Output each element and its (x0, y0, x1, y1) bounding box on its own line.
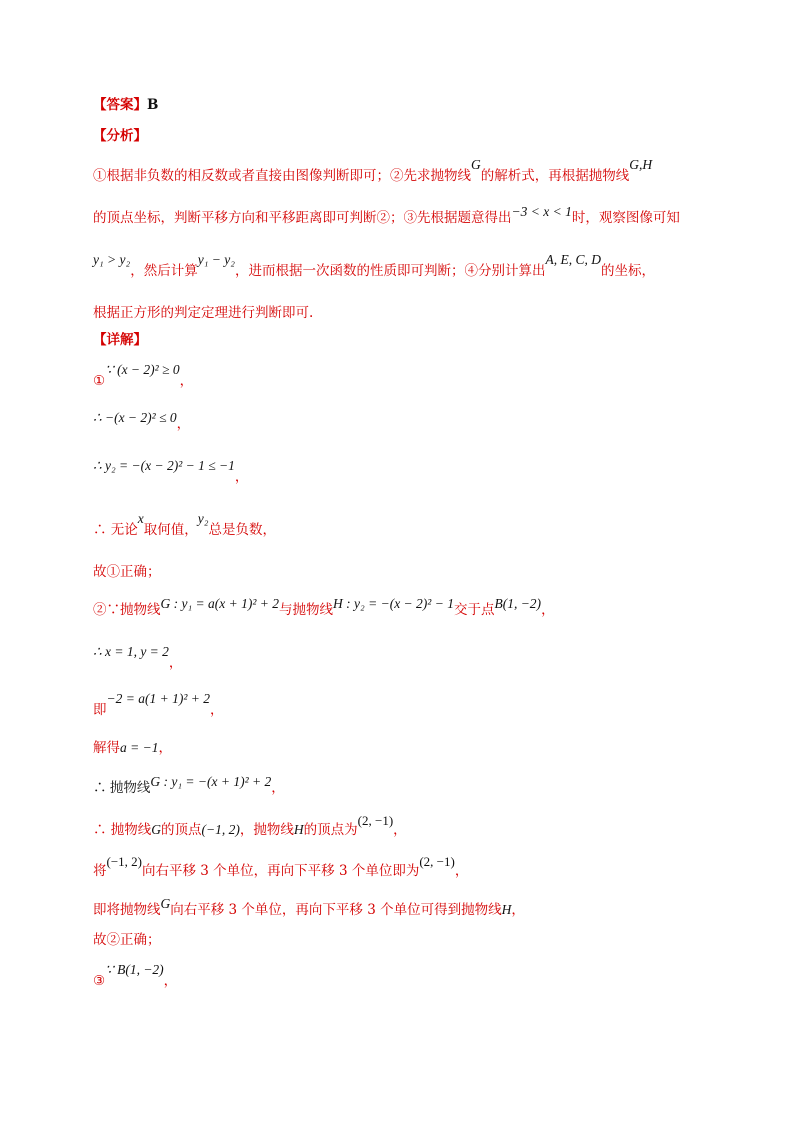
detail-step-11 (93, 813, 407, 838)
math-inline: −2 = a(1 + 1)² + 2 (106, 691, 210, 706)
detail-step-2 (93, 410, 191, 432)
punctuation: ， (511, 902, 525, 918)
detail-step-8 (93, 691, 224, 718)
punctuation: ， (158, 740, 172, 756)
detail-text: ∴ 抛物线 (93, 780, 151, 795)
detail-step-7 (93, 644, 183, 671)
math-inline: (−1, 2) (106, 854, 142, 869)
detail-text: 向右平移 3 个单位，再向下平移 3 个单位即为 (142, 863, 420, 879)
circled-number: ③ (93, 973, 106, 989)
detail-step-1 (93, 362, 194, 389)
analysis-line-1 (93, 157, 653, 184)
detail-text: 将 (93, 863, 107, 879)
analysis-header: 【分析】 (93, 128, 147, 144)
detail-text: 即将抛物线 (93, 902, 161, 918)
punctuation: ， (271, 780, 285, 796)
math-inline: ∴ −(x − 2)² ≤ 0 (93, 410, 177, 425)
detail-text: 交于点 (453, 602, 495, 618)
detail-step-9 (93, 740, 172, 756)
detail-step-14: 故②正确； (93, 932, 161, 948)
punctuation: ， (454, 863, 469, 879)
math-inline: y₁ − y₂ (197, 252, 235, 267)
math-inline: (2, −1) (357, 813, 394, 828)
detail-text: 取何值， (143, 522, 198, 538)
detail-text: ∴ 抛物线 (93, 822, 152, 838)
math-inline: A, E, C, D (545, 252, 601, 267)
answer-value: B (147, 97, 159, 113)
analysis-line-3 (93, 252, 655, 279)
punctuation: ， (393, 822, 407, 838)
math-inline: G : y₁ = −(x + 1)² + 2 (150, 774, 272, 789)
math-inline: y₂ (197, 511, 209, 526)
analysis-line-4: 根据正方形的判定定理进行判断即可. (93, 305, 314, 321)
math-inline: y₁ > y₂ (93, 252, 131, 267)
detail-step-4 (93, 511, 276, 538)
detail-text: 解得 (93, 740, 120, 756)
math-inline: H : y₂ = −(x − 2)² − 1 (333, 596, 454, 611)
detail-step-13 (93, 896, 525, 918)
analysis-text: ，进而根据一次函数的性质即可判断；④分别计算出 (234, 263, 546, 279)
detail-header: 【详解】 (93, 332, 147, 348)
detail-text: 的顶点为 (303, 822, 358, 838)
detail-text: 与抛物线 (279, 602, 334, 618)
math-inline: G (471, 157, 481, 172)
math-inline: (2, −1) (419, 854, 455, 869)
math-inline: a = −1 (120, 740, 159, 755)
detail-step-6 (93, 596, 555, 618)
punctuation: ， (179, 373, 194, 389)
detail-step-5: 故①正确； (93, 564, 161, 580)
punctuation: ， (234, 469, 249, 485)
math-inline: G,H (629, 157, 653, 172)
analysis-line-2 (93, 204, 680, 226)
analysis-text: 的解析式，再根据抛物线 (480, 168, 630, 184)
math-inline: G (151, 822, 162, 837)
detail-text: ②∵抛物线 (93, 602, 161, 618)
punctuation: ， (176, 416, 191, 432)
punctuation: ， (168, 655, 183, 671)
math-inline: ∵ B(1, −2) (105, 962, 164, 977)
math-inline: G (160, 896, 171, 911)
detail-step-15 (93, 962, 178, 989)
analysis-text: 的坐标， (600, 263, 655, 279)
math-inline: −3 < x < 1 (511, 204, 572, 219)
punctuation: ， (209, 702, 224, 718)
detail-step-12 (93, 854, 469, 879)
detail-step-10 (93, 774, 285, 796)
detail-text: ∴ 无论 (93, 522, 138, 538)
analysis-text: 时，观察图像可知 (571, 210, 680, 226)
math-inline: H (501, 902, 512, 917)
detail-text: ，抛物线 (239, 822, 294, 838)
punctuation: ， (163, 973, 178, 989)
answer-bracket: 【答案】 (93, 97, 147, 113)
math-inline: B(1, −2) (494, 596, 542, 611)
math-inline: G : y₁ = a(x + 1)² + 2 (160, 596, 280, 611)
analysis-text: ，然后计算 (130, 263, 198, 279)
punctuation: ， (541, 602, 555, 618)
detail-text: 总是负数， (208, 522, 276, 538)
circled-number: ① (93, 373, 106, 389)
math-inline: H (293, 822, 304, 837)
detail-text: 即 (93, 702, 107, 718)
detail-step-3 (93, 458, 249, 485)
math-inline: ∵ (x − 2)² ≥ 0 (105, 362, 180, 377)
math-inline: ∴ x = 1, y = 2 (93, 644, 169, 659)
math-inline: x (137, 511, 144, 526)
answer-line (93, 97, 158, 113)
detail-text: 的顶点 (161, 822, 202, 838)
math-inline: ∴ y₂ = −(x − 2)² − 1 ≤ −1 (93, 458, 235, 473)
math-inline: (−1, 2) (201, 822, 240, 837)
analysis-text: ①根据非负数的相反数或者直接由图像判断即可；②先求抛物线 (93, 168, 471, 184)
detail-text: 向右平移 3 个单位，再向下平移 3 个单位可得到抛物线 (170, 902, 502, 918)
analysis-text: 的顶点坐标，判断平移方向和平移距离即可判断②；③先根据题意得出 (93, 210, 512, 226)
